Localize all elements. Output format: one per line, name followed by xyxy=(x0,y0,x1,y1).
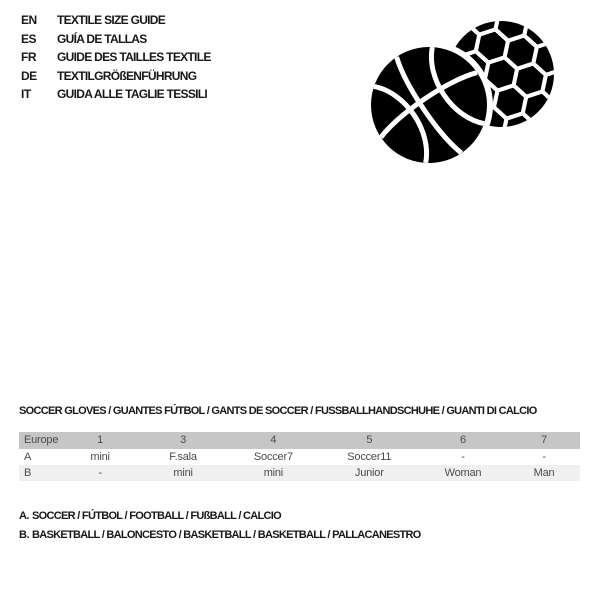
table-cell: Soccer7 xyxy=(226,449,321,465)
header-cell-size: 6 xyxy=(418,432,508,449)
language-code: DE xyxy=(21,68,37,83)
footnote-text: BASKETBALL / BALONCESTO / BASKETBALL / BASKETBALL / PALLACANESTRO xyxy=(32,528,421,541)
table-cell: Soccer11 xyxy=(321,449,418,465)
table-footnotes xyxy=(19,507,421,544)
header-cell-size: 4 xyxy=(226,432,321,449)
language-code: IT xyxy=(21,87,31,102)
table-header-row xyxy=(19,432,580,449)
footnote-marker: B. xyxy=(19,528,29,541)
language-row-es xyxy=(21,30,211,49)
size-table xyxy=(19,432,580,481)
footnote-b xyxy=(19,526,421,545)
basketball-and-soccer-ball-icon xyxy=(362,5,576,179)
language-code: FR xyxy=(21,50,36,65)
language-row-de xyxy=(21,67,211,86)
language-label: GUÍA DE TALLAS xyxy=(57,31,147,46)
footnote-text: SOCCER / FÚTBOL / FOOTBALL / FUßBALL / CALCIO xyxy=(32,510,281,523)
footnote-a xyxy=(19,507,421,526)
footnote-marker: A. xyxy=(19,510,29,523)
language-title-list xyxy=(21,11,211,104)
table-cell: - xyxy=(508,449,580,465)
language-label: TEXTILGRÖßENFÜHRUNG xyxy=(57,68,197,83)
table-cell: mini xyxy=(226,465,321,481)
header-cell-size: 5 xyxy=(321,432,418,449)
table-cell: Woman xyxy=(418,465,508,481)
table-row-b xyxy=(19,465,580,481)
table-cell: mini xyxy=(140,465,226,481)
table-cell: - xyxy=(60,465,140,481)
header-cell-size: 7 xyxy=(508,432,580,449)
header-cell-europe: Europe xyxy=(19,432,60,449)
language-label: GUIDA ALLE TAGLIE TESSILI xyxy=(57,87,208,102)
language-code: ES xyxy=(21,31,37,46)
header-cell-size: 3 xyxy=(140,432,226,449)
header-cell-size: 1 xyxy=(60,432,140,449)
language-label: TEXTILE SIZE GUIDE xyxy=(57,13,166,28)
size-table-title: SOCCER GLOVES / GUANTES FÚTBOL / GANTS DE SOCCER / FUSSBALLHANDSCHUHE / GUANTI DI CALCIO xyxy=(19,405,537,417)
table-cell: - xyxy=(418,449,508,465)
balls-illustration xyxy=(362,5,576,179)
language-code: EN xyxy=(21,13,37,28)
table-cell: mini xyxy=(60,449,140,465)
language-row-fr xyxy=(21,48,211,67)
language-row-it xyxy=(21,85,211,104)
row-label: A xyxy=(19,449,60,465)
table-cell: Junior xyxy=(321,465,418,481)
row-label: B xyxy=(19,465,60,481)
language-label: GUIDE DES TAILLES TEXTILE xyxy=(57,50,211,65)
language-row-en xyxy=(21,11,211,30)
table-cell: Man xyxy=(508,465,580,481)
table-row-a xyxy=(19,449,580,465)
table-cell: F.sala xyxy=(140,449,226,465)
